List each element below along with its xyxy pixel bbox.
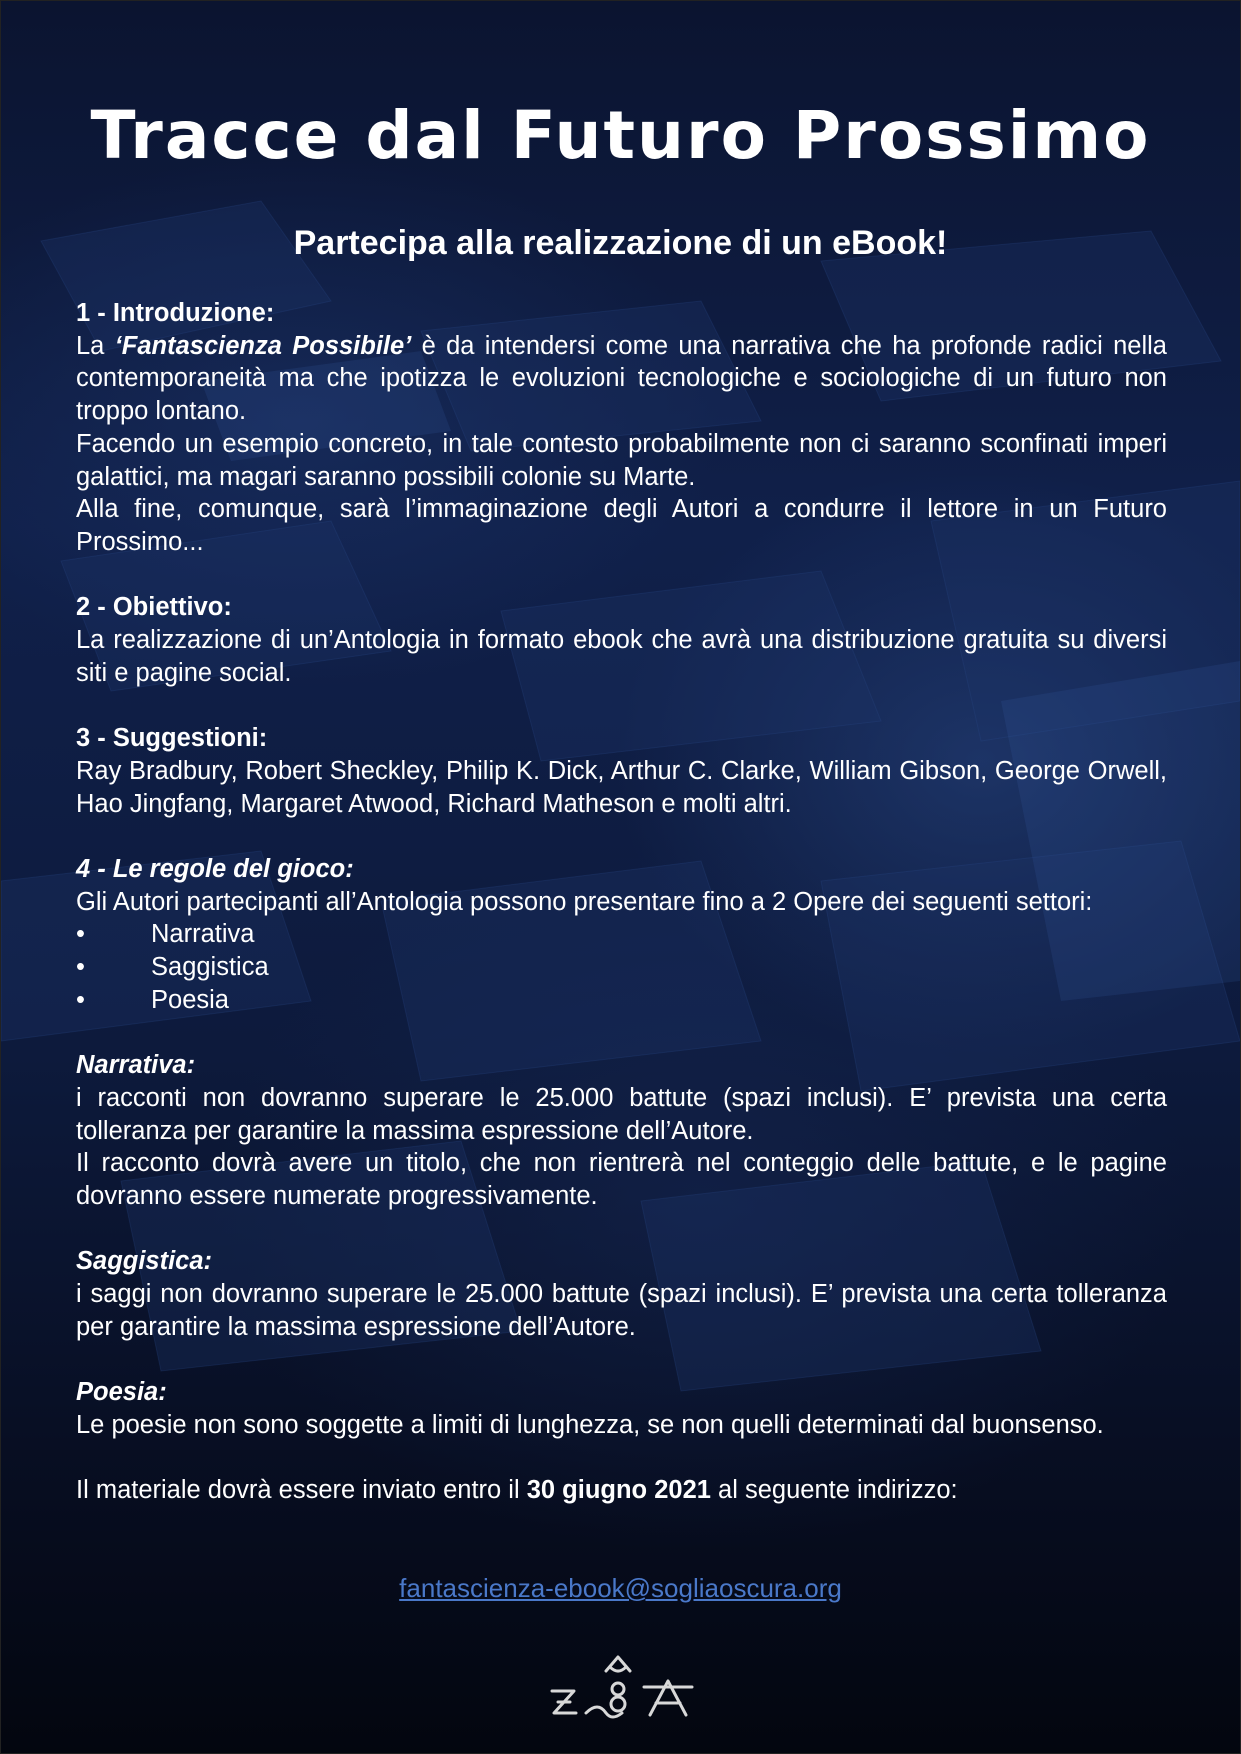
bullet-icon: • (76, 920, 85, 949)
narrativa-heading: Narrativa: (76, 1051, 196, 1080)
page-subtitle: Partecipa alla realizzazione di un eBook! (293, 224, 948, 262)
intro-paragraph-2: Facendo un esempio concreto, in tale contesto probabilmente non ci saranno sconfinati imperi galattici, ma magari saranno possibili colonie su Marte. (76, 429, 1167, 491)
intro-paragraph-3: Alla fine, comunque, sarà l’immaginazione degli Autori a condurre il lettore in un Futuro Prossimo... (76, 495, 1167, 556)
rules-text: Gli Autori partecipanti all’Antologia possono presentare fino a 2 Opere dei seguenti settori: (76, 887, 1093, 916)
bullet-icon: • (76, 953, 85, 982)
narrativa-paragraph-2: Il racconto dovrà avere un titolo, che non rientrerà nel conteggio delle battute, e le pagine dovranno essere numerate progressivamente. (76, 1149, 1167, 1210)
bullet-icon: • (76, 985, 85, 1014)
list-item: • Narrativa (76, 918, 1167, 951)
intro-paragraph-1: La ‘Fantascienza Possibile’ è da intendersi come una narrativa che ha profonde radici nella contemporaneità ma che ipotizza le evoluzioni tecnologiche e sociologiche di un futuro non troppo lontano. (76, 331, 1167, 426)
suggestions-text: Ray Bradbury, Robert Sheckley, Philip K. Dick, Arthur C. Clarke, William Gibson, George Orwell, Hao Jingfang, Margaret Atwood, Richard Matheson e molti altri. (76, 756, 1167, 818)
objective-heading: 2 - Obiettivo: (76, 593, 232, 622)
saggistica-heading: Saggistica: (76, 1247, 213, 1276)
sectors-list (76, 918, 1167, 1016)
soglia-oscura-logo-icon (546, 1651, 696, 1721)
list-item: • Poesia (76, 984, 1167, 1017)
deadline-text: Il materiale dovrà essere inviato entro il 30 giugno 2021 al seguente indirizzo: (76, 1476, 958, 1505)
poesia-heading: Poesia: (76, 1378, 167, 1407)
poesia-text: Le poesie non sono soggette a limiti di lunghezza, se non quelli determinati dal buonsenso. (76, 1410, 1104, 1439)
narrativa-paragraph-1: i racconti non dovranno superare le 25.000 battute (spazi inclusi). E’ prevista una certa tolleranza per garantire la massima espressione dell’Autore. (76, 1083, 1167, 1145)
main-text (76, 297, 1167, 1507)
fantascienza-possibile-term: ‘Fantascienza Possibile’ (114, 331, 412, 360)
email-link[interactable]: fantascienza-ebook@sogliaoscura.org (399, 1573, 842, 1603)
rules-heading: 4 - Le regole del gioco: (76, 854, 354, 883)
objective-text: La realizzazione di un’Antologia in formato ebook che avrà una distribuzione gratuita su diversi siti e pagine social. (76, 626, 1167, 687)
saggistica-text: i saggi non dovranno superare le 25.000 battute (spazi inclusi). E’ prevista una certa tolleranza per garantire la massima espressione dell’Autore. (76, 1280, 1167, 1341)
deadline-date: 30 giugno 2021 (526, 1476, 711, 1505)
intro-heading: 1 - Introduzione: (76, 299, 275, 327)
page-title: Tracce dal Futuro Prossimo (90, 97, 1151, 174)
suggestions-heading: 3 - Suggestioni: (76, 724, 268, 753)
list-item: • Saggistica (76, 951, 1167, 984)
